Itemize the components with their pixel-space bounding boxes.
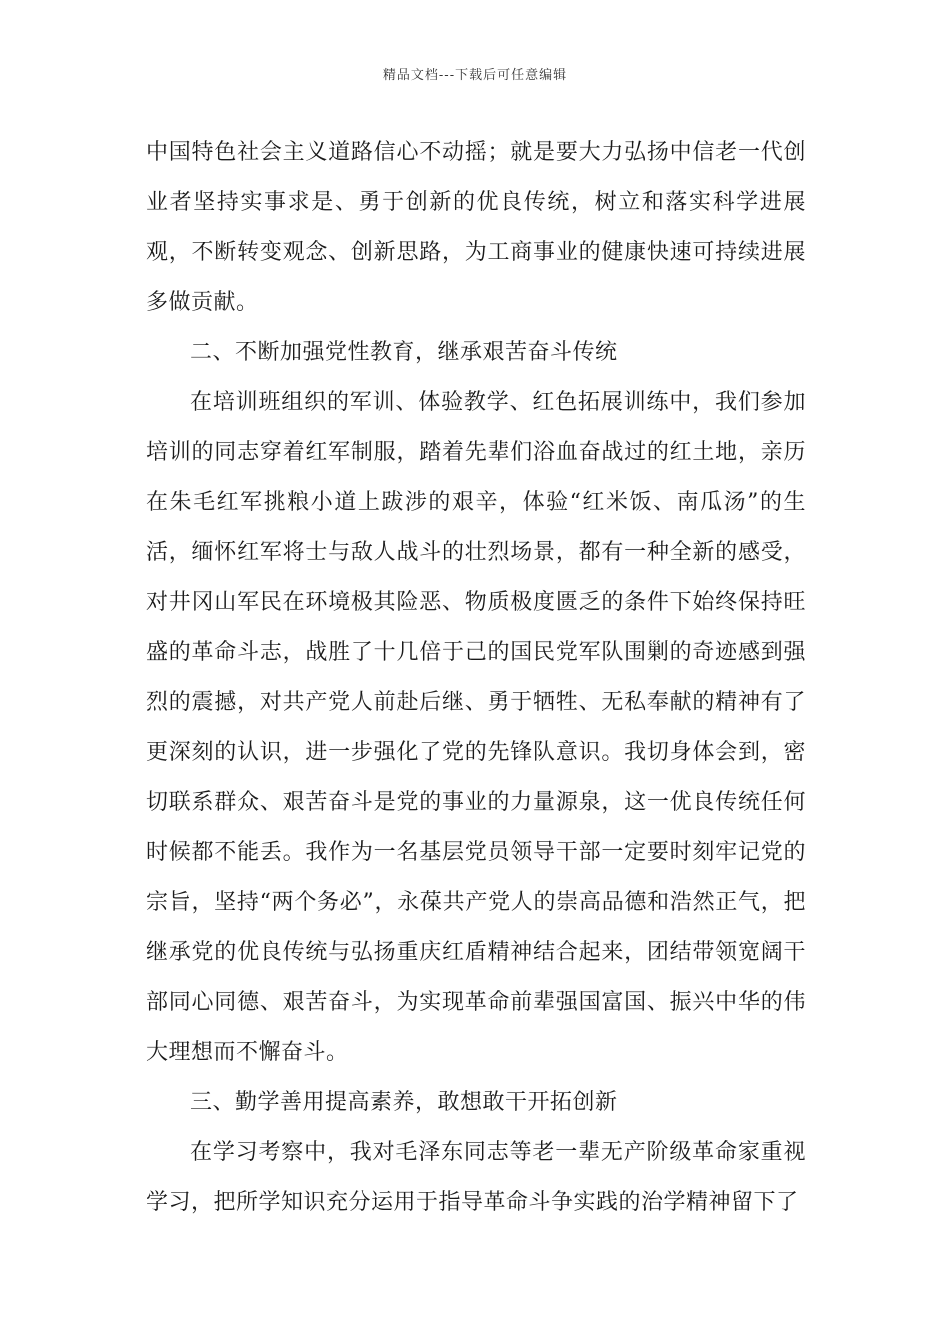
document-body	[146, 128, 806, 1228]
paragraph-training: 在培训班组织的军训、体验教学、红色拓展训练中，我们参加培训的同志穿着红军制服，踏着先辈们浴血奋战过的红土地，亲历在朱毛红军挑粮小道上跋涉的艰辛，体验“红米饭、南瓜汤”的生活，缅怀红军将士与敌人战斗的壮烈场景，都有一种全新的感受，对井冈山军民在环境极其险恶、物质极度匮乏的条件下始终保持旺盛的革命斗志，战胜了十几倍于己的国民党军队围剿的奇迹感到强烈的震撼，对共产党人前赴后继、勇于牺牲、无私奉献的精神有了更深刻的认识，进一步强化了党的先锋队意识。我切身体会到，密切联系群众、艰苦奋斗是党的事业的力量源泉，这一优良传统任何时候都不能丢。我作为一名基层党员领导干部一定要时刻牢记党的宗旨，坚持“两个务必”，永葆共产党人的崇高品德和浩然正气，把继承党的优良传统与弘扬重庆红盾精神结合起来，团结带领宽阔干部同心同德、艰苦奋斗，为实现革命前辈强国富国、振兴中华的伟大理想而不懈奋斗。	[146, 390, 806, 1065]
section-heading-two: 二、不断加强党性教育，继承艰苦奋斗传统	[190, 340, 618, 365]
paragraph-study: 在学习考察中，我对毛泽东同志等老一辈无产阶级革命家重视学习，把所学知识充分运用于指导革命斗争实践的治学精神留下了	[146, 1140, 806, 1215]
page-header: 精品文档---下载后可任意编辑	[382, 68, 568, 83]
section-heading-three: 三、勤学善用提高素养，敢想敢干开拓创新	[190, 1090, 618, 1115]
paragraph-continuation: 中国特色社会主义道路信心不动摇；就是要大力弘扬中信老一代创业者坚持实事求是、勇于创新的优良传统，树立和落实科学进展观，不断转变观念、创新思路，为工商事业的健康快速可持续进展多做贡献。	[146, 140, 806, 315]
